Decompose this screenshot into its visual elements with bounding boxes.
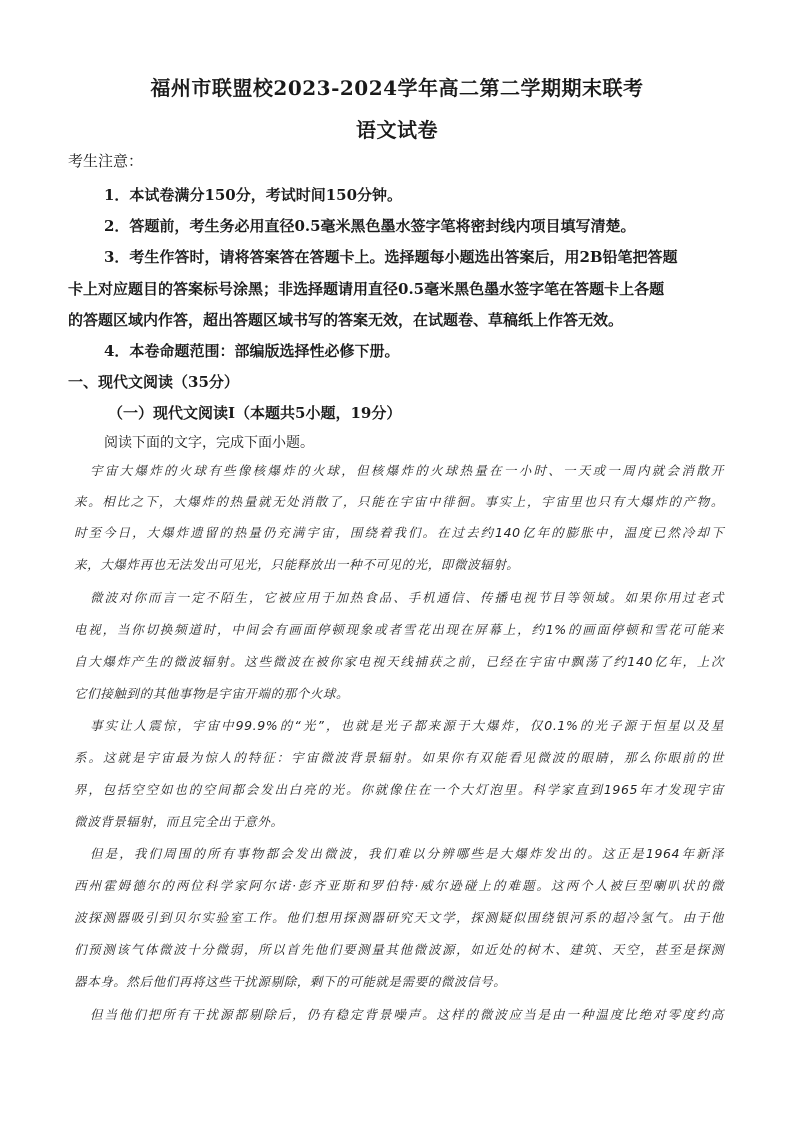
passage-line: 系。这就是宇宙最为惊人的特征：宇宙微波背景辐射。如果你有双能看见微波的眼睛，那么你眼前的世 <box>74 750 724 765</box>
passage-line: 但当他们把所有干扰源都剔除后，仍有稳定背景噪声。这样的微波应当是由一种温度比绝对零度约高 <box>90 1007 724 1022</box>
passage-line: 自大爆炸产生的微波辐射。这些微波在被你家电视天线捕获之前，已经在宇宙中飘荡了约140亿年，上次 <box>74 654 724 669</box>
section-heading: 一、现代文阅读（35分） <box>68 373 239 391</box>
passage-line: 微波对你而言一定不陌生，它被应用于加热食品、手机通信、传播电视节目等领域。如果你用过老式 <box>90 590 724 605</box>
passage-line: 们预测该气体微波十分微弱，所以首先他们要测量其他微波源，如近处的树木、建筑、天空，甚至是探测 <box>74 942 724 957</box>
passage-line: 西州霍姆德尔的两位科学家阿尔诺·彭齐亚斯和罗伯特·威尔逊碰上的难题。这两个人被巨型喇叭状的微 <box>74 878 724 893</box>
exam-subtitle: 语文试卷 <box>356 118 438 142</box>
passage-line: 电视，当你切换频道时，中间会有画面停顿现象或者雪花出现在屏幕上，约1%的画面停顿和雪花可能来 <box>74 622 724 637</box>
passage-line: 宇宙大爆炸的火球有些像核爆炸的火球，但核爆炸的火球热量在一小时、一天或一周内就会消散开 <box>90 463 724 478</box>
notice-item-3-line-3: 的答题区域内作答，超出答题区域书写的答案无效，在试题卷、草稿纸上作答无效。 <box>68 311 624 329</box>
passage-line: 时至今日，大爆炸遗留的热量仍充满宇宙，围绕着我们。在过去约140亿年的膨胀中，温度已然冷却下 <box>74 525 724 540</box>
passage-line: 界，包括空空如也的空间都会发出白亮的光。你就像住在一个大灯泡里。科学家直到1965年才发现宇宙 <box>74 782 724 797</box>
exam-title: 福州市联盟校2023-2024学年高二第二学期期末联考 <box>150 76 644 100</box>
section-subheading: （一）现代文阅读Ⅰ（本题共5小题，19分） <box>108 404 402 422</box>
passage-line: 微波背景辐射，而且完全出于意外。 <box>74 814 284 829</box>
notice-item-1: 1．本试卷满分150分，考试时间150分钟。 <box>104 186 403 204</box>
passage-line: 来。相比之下，大爆炸的热量就无处消散了，只能在宇宙中徘徊。事实上，宇宙里也只有大爆炸的产物。 <box>74 494 724 509</box>
passage-line: 器本身。然后他们再将这些干扰源剔除，剩下的可能就是需要的微波信号。 <box>74 974 507 989</box>
passage-line: 但是，我们周围的所有事物都会发出微波，我们难以分辨哪些是大爆炸发出的。这正是1964年新泽 <box>90 846 724 861</box>
reading-instruction: 阅读下面的文字，完成下面小题。 <box>104 435 314 451</box>
notice-item-3-line-1: 3．考生作答时，请将答案答在答题卡上。选择题每小题选出答案后，用2B铅笔把答题 <box>104 248 678 266</box>
passage-line: 波探测器吸引到贝尔实验室工作。他们想用探测器研究天文学，探测疑似围绕银河系的超冷氢气。由于他 <box>74 910 724 925</box>
notice-item-4: 4．本卷命题范围：部编版选择性必修下册。 <box>104 342 400 360</box>
notice-item-3-line-2: 卡上对应题目的答案标号涂黑；非选择题请用直径0.5毫米黑色墨水签字笔在答题卡上各题 <box>68 280 665 298</box>
passage-line: 事实让人震惊，宇宙中99.9%的“光”，也就是光子都来源于大爆炸，仅0.1%的光子源于恒星以及星 <box>90 718 724 733</box>
notice-heading: 考生注意： <box>68 152 144 170</box>
notice-item-2: 2．答题前，考生务必用直径0.5毫米黑色墨水签字笔将密封线内项目填写清楚。 <box>104 217 636 235</box>
passage-line: 它们接触到的其他事物是宇宙开端的那个火球。 <box>74 686 350 701</box>
passage-line: 来，大爆炸再也无法发出可见光，只能释放出一种不可见的光，即微波辐射。 <box>74 557 520 572</box>
